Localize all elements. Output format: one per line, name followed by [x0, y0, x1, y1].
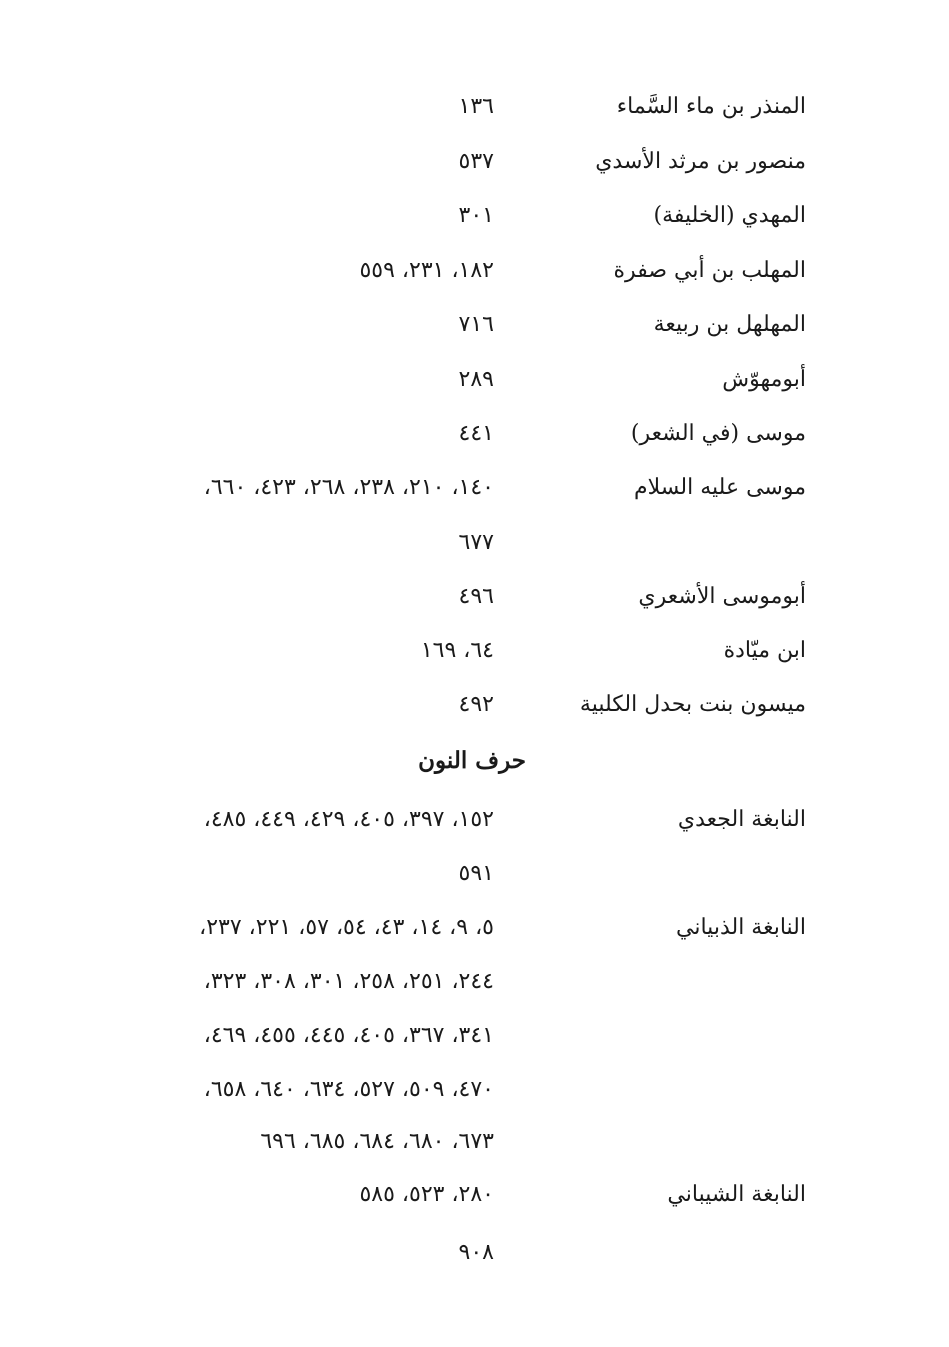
entry-name: المهلهل بن ربيعة	[653, 312, 806, 337]
entry-name: أبومهوّش	[722, 367, 806, 392]
entry-pages: ٣٤١، ٣٦٧، ٤٠٥، ٤٤٥، ٤٥٥، ٤٦٩،	[203, 1023, 494, 1048]
entry-name: أبوموسى الأشعري	[638, 584, 806, 609]
section-heading: حرف النون	[418, 747, 526, 774]
index-entry	[0, 1175, 949, 1215]
entry-pages: ٥، ٩، ١٤، ٤٣، ٥٤، ٥٧، ٢٢١، ٢٣٧،	[199, 915, 494, 940]
index-entry-continuation	[0, 523, 949, 563]
entry-pages: ٣٠١	[458, 203, 494, 228]
index-entry	[0, 414, 949, 454]
entry-name: النابغة الجعدي	[677, 807, 806, 832]
index-entry-continuation	[0, 854, 949, 894]
index-entry-continuation	[0, 1070, 949, 1110]
index-entry	[0, 577, 949, 617]
entry-name: موسى (في الشعر)	[630, 421, 806, 446]
entry-pages: ٤٧٠، ٥٠٩، ٥٢٧، ٦٣٤، ٦٤٠، ٦٥٨،	[203, 1077, 494, 1102]
entry-pages: ٦٧٣، ٦٨٠، ٦٨٤، ٦٨٥، ٦٩٦	[260, 1129, 494, 1154]
index-entry	[0, 87, 949, 127]
entry-pages: ١٥٢، ٣٩٧، ٤٠٥، ٤٢٩، ٤٤٩، ٤٨٥،	[203, 807, 494, 832]
entry-pages: ٦٧٧	[458, 530, 494, 555]
entry-pages: ٧١٦	[458, 312, 494, 337]
index-entry	[0, 908, 949, 948]
entry-name: المهلب بن أبي صفرة	[613, 258, 806, 283]
entry-pages: ٥٩١	[458, 861, 494, 886]
entry-pages: ٤٩٦	[458, 584, 494, 609]
entry-pages: ١٣٦	[458, 94, 494, 119]
entry-name: موسى عليه السلام	[634, 475, 806, 500]
entry-name: النابغة الذبياني	[676, 915, 806, 940]
index-entry	[0, 142, 949, 182]
entry-name: ميسون بنت بحدل الكلبية	[579, 692, 806, 717]
index-entry-continuation	[0, 1122, 949, 1162]
index-entry	[0, 251, 949, 291]
entry-pages: ٥٣٧	[458, 149, 494, 174]
entry-name: ابن ميّادة	[723, 638, 806, 663]
index-entry	[0, 196, 949, 236]
entry-pages: ١٤٠، ٢١٠، ٢٣٨، ٢٦٨، ٤٢٣، ٦٦٠،	[203, 475, 494, 500]
entry-name: المهدي (الخليفة)	[653, 203, 806, 228]
index-entry	[0, 800, 949, 840]
entry-pages: ٢٨٠، ٥٢٣، ٥٨٥	[359, 1182, 494, 1207]
index-entry-continuation	[0, 1016, 949, 1056]
index-entry	[0, 468, 949, 508]
entry-pages: ٤٩٢	[458, 692, 494, 717]
index-entry	[0, 360, 949, 400]
entry-name: المنذر بن ماء السَّماء	[616, 94, 806, 119]
entry-pages: ٢٤٤، ٢٥١، ٢٥٨، ٣٠١، ٣٠٨، ٣٢٣،	[203, 969, 494, 994]
entry-pages: ٢٨٩	[458, 367, 494, 392]
page-number: ٩٠٨	[458, 1240, 494, 1265]
entry-name: النابغة الشيباني	[667, 1182, 806, 1207]
entry-pages: ١٨٢، ٢٣١، ٥٥٩	[359, 258, 494, 283]
index-entry	[0, 305, 949, 345]
index-entry	[0, 631, 949, 671]
entry-pages: ٤٤١	[458, 421, 494, 446]
entry-name: منصور بن مرثد الأسدي	[595, 149, 806, 174]
entry-pages: ٦٤، ١٦٩	[420, 638, 494, 663]
index-entry	[0, 685, 949, 725]
index-entry-continuation	[0, 962, 949, 1002]
